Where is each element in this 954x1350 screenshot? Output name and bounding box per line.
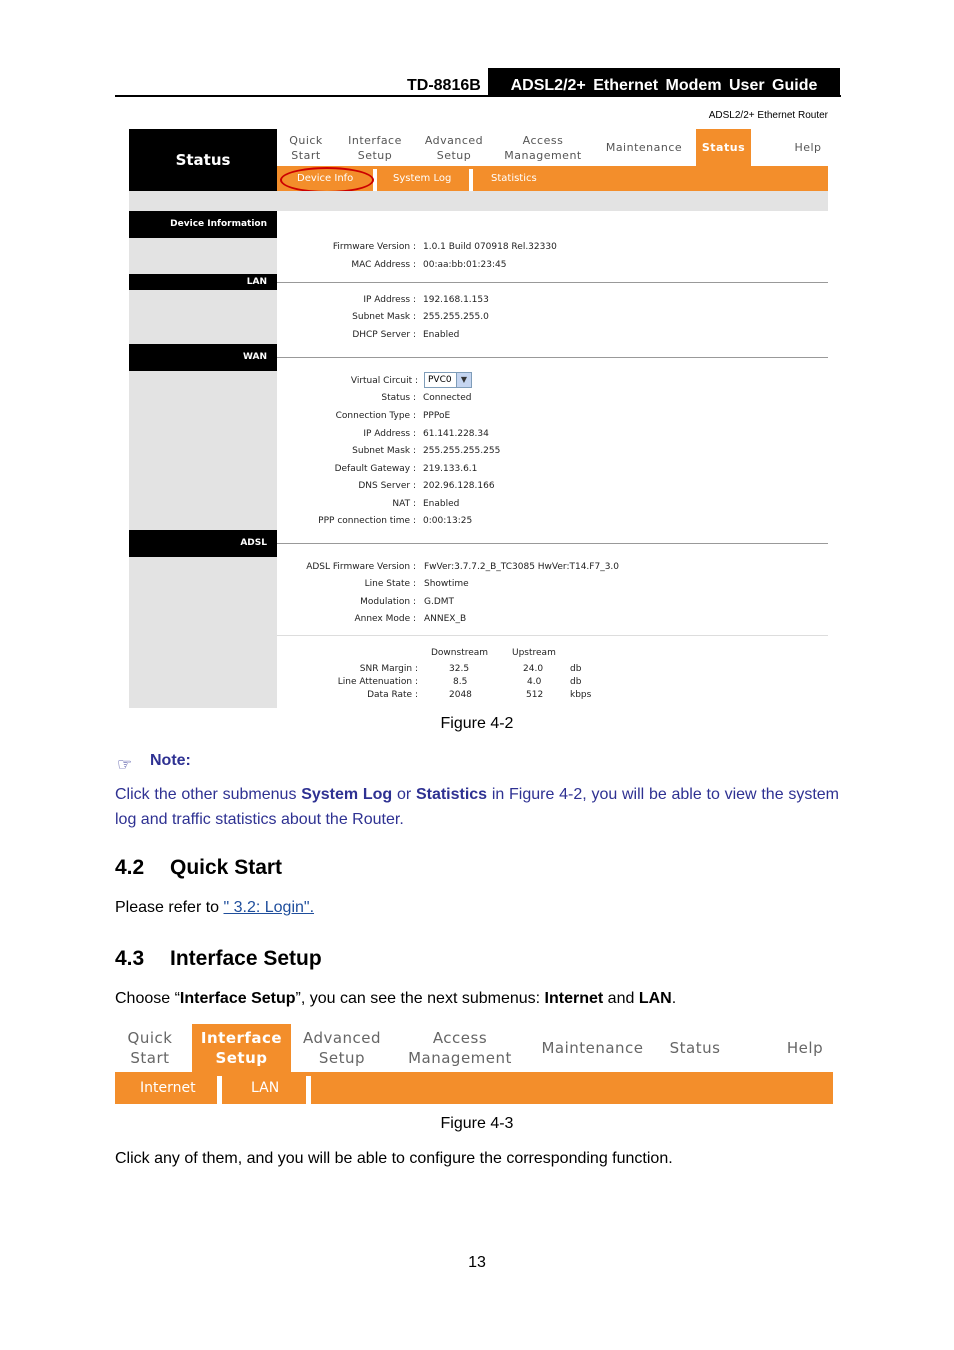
section-device-information: Device Information — [129, 211, 277, 238]
note-label: Note: — [150, 752, 191, 769]
note-bold-statistics: Statistics — [415, 786, 488, 803]
field-value: ANNEX_B — [424, 614, 467, 624]
field-label: Annex Mode : — [354, 614, 416, 624]
section-title: Interface Setup — [170, 947, 322, 970]
nav-status[interactable]: Status — [669, 1039, 721, 1057]
pointing-hand-icon: ☞ — [117, 755, 133, 774]
field-label: Modulation : — [360, 597, 416, 607]
field-label: ADSL Firmware Version : — [306, 562, 416, 572]
note-bold-system-log: System Log — [301, 786, 393, 803]
field-label: PPP connection time : — [318, 516, 416, 526]
stats-unit: db — [570, 677, 582, 687]
field-value: 1.0.1 Build 070918 Rel.32330 — [423, 242, 557, 252]
subnav-device-info[interactable]: Device Info — [297, 173, 354, 184]
field-label: Virtual Circuit : — [350, 376, 418, 386]
subnav-system-log[interactable]: System Log — [393, 173, 452, 184]
stats-unit: db — [570, 664, 582, 674]
nav-advanced-setup[interactable]: Advanced Setup — [302, 1029, 382, 1067]
subnav-separator — [306, 1076, 311, 1104]
virtual-circuit-select[interactable] — [424, 372, 472, 388]
nav-quick-start[interactable]: Quick Start — [289, 133, 323, 162]
closing-paragraph: Click any of them, and you will be able to configure the corresponding function. — [115, 1150, 673, 1167]
field-value: Enabled — [423, 330, 460, 340]
stats-label: SNR Margin : — [359, 664, 418, 674]
nav-advanced-setup[interactable]: Advanced Setup — [424, 133, 484, 162]
stats-downstream: 8.5 — [453, 677, 468, 687]
divider — [277, 635, 828, 636]
section-number: 4.2 — [115, 856, 145, 879]
field-value: Enabled — [423, 499, 460, 509]
subnav-separator — [217, 1076, 222, 1104]
header-rule — [115, 95, 841, 97]
field-value: FwVer:3.7.7.2_B_TC3085 HwVer:T14.F7_3.0 — [424, 562, 620, 572]
note-text — [115, 782, 839, 832]
stats-upstream: 4.0 — [527, 677, 542, 687]
paragraph-text: Please refer to — [115, 899, 224, 916]
stats-header-downstream: Downstream — [431, 648, 489, 658]
router-nav-interface — [115, 1024, 833, 1072]
stats-upstream: 24.0 — [523, 664, 544, 674]
divider — [277, 282, 828, 283]
paragraph — [115, 899, 314, 917]
figure-caption: Figure 4-3 — [440, 1115, 514, 1132]
field-label: IP Address : — [363, 295, 416, 305]
subnav-internet[interactable]: Internet — [140, 1080, 196, 1096]
field-value: 61.141.228.34 — [423, 429, 489, 439]
nav-help[interactable]: Help — [786, 1039, 824, 1057]
field-value: 00:aa:bb:01:23:45 — [423, 260, 507, 270]
section-adsl: ADSL — [129, 530, 277, 557]
section-wan: WAN — [129, 344, 277, 371]
stats-header-upstream: Upstream — [512, 648, 556, 658]
field-label: Default Gateway : — [334, 464, 416, 474]
field-label: Subnet Mask : — [352, 312, 416, 322]
field-label: DNS Server : — [358, 481, 416, 491]
nav-interface-setup[interactable]: Interface Setup — [192, 1024, 291, 1072]
paragraph-text: . — [671, 990, 677, 1007]
nav-access-management[interactable]: Access Management — [408, 1029, 512, 1067]
virtual-circuit-value: PVC0 — [428, 375, 452, 385]
content-top-band — [129, 191, 828, 211]
section-number: 4.3 — [115, 947, 145, 970]
paragraph-text: ”, you can see the next submenus: — [295, 990, 545, 1007]
nav-status[interactable]: Status — [696, 129, 751, 166]
section-title: Quick Start — [170, 856, 283, 879]
field-label: MAC Address : — [351, 260, 416, 270]
field-value: 255.255.255.255 — [423, 446, 501, 456]
field-value: 202.96.128.166 — [423, 481, 495, 491]
login-link[interactable]: " 3.2: Login". — [223, 899, 315, 916]
header-guide-title: ADSL2/2+ Ethernet Modem User Guide — [488, 68, 840, 97]
stats-label: Line Attenuation : — [337, 677, 418, 687]
stats-downstream: 2048 — [449, 690, 472, 700]
paragraph-text: and — [603, 990, 639, 1007]
paragraph-text: Choose “ — [115, 990, 180, 1007]
field-value: 0:00:13:25 — [423, 516, 473, 526]
nav-help[interactable]: Help — [794, 141, 822, 154]
stats-unit: kbps — [570, 690, 592, 700]
router-subnav-interface — [115, 1072, 833, 1104]
paragraph — [115, 990, 676, 1008]
field-label: Firmware Version : — [332, 242, 416, 252]
subnav-lan[interactable]: LAN — [251, 1080, 280, 1096]
divider — [277, 543, 828, 544]
subnav-separator — [469, 169, 473, 191]
bold-lan: LAN — [638, 990, 672, 1007]
field-value: 192.168.1.153 — [423, 295, 489, 305]
bold-interface-setup: Interface Setup — [179, 990, 296, 1007]
router-nav — [277, 129, 828, 166]
nav-interface-setup[interactable]: Interface Setup — [348, 133, 402, 162]
router-tag: ADSL2/2+ Ethernet Router — [708, 110, 828, 121]
field-label: DHCP Server : — [352, 330, 416, 340]
field-label: Subnet Mask : — [352, 446, 416, 456]
field-label: Connection Type : — [335, 411, 416, 421]
field-value: G.DMT — [424, 597, 455, 607]
field-value: 219.133.6.1 — [423, 464, 478, 474]
note-text-part: or — [392, 786, 416, 803]
header-model: TD-8816B — [407, 77, 481, 94]
note-text-part: Click the other submenus — [115, 786, 302, 803]
subnav-statistics[interactable]: Statistics — [491, 173, 537, 184]
field-label: Line State : — [364, 579, 416, 589]
stats-downstream: 32.5 — [449, 664, 470, 674]
highlight-circle — [280, 167, 374, 193]
field-value: Showtime — [424, 579, 469, 589]
field-label: NAT : — [392, 499, 416, 509]
divider — [277, 357, 828, 358]
field-value: PPPoE — [423, 411, 451, 421]
bold-internet: Internet — [544, 990, 604, 1007]
field-value: 255.255.255.0 — [423, 312, 489, 322]
field-value: Connected — [423, 393, 472, 403]
section-lan: LAN — [129, 274, 277, 290]
nav-maintenance[interactable]: Maintenance — [541, 1039, 644, 1057]
field-label: IP Address : — [363, 429, 416, 439]
stats-upstream: 512 — [526, 690, 544, 700]
chevron-down-icon[interactable]: ▼ — [456, 373, 471, 387]
status-logo: Status — [129, 129, 277, 191]
nav-access-management[interactable]: Access Management — [504, 133, 582, 162]
note-text-part: in Figure 4-2, you will be able to view the system log and traffic statistics about the Router. — [115, 786, 840, 828]
stats-label: Data Rate : — [367, 690, 418, 700]
field-label: Status : — [381, 393, 416, 403]
nav-maintenance[interactable]: Maintenance — [605, 141, 683, 154]
nav-quick-start[interactable]: Quick Start — [127, 1029, 173, 1067]
figure-caption: Figure 4-2 — [440, 715, 514, 732]
page-number: 13 — [468, 1254, 486, 1271]
